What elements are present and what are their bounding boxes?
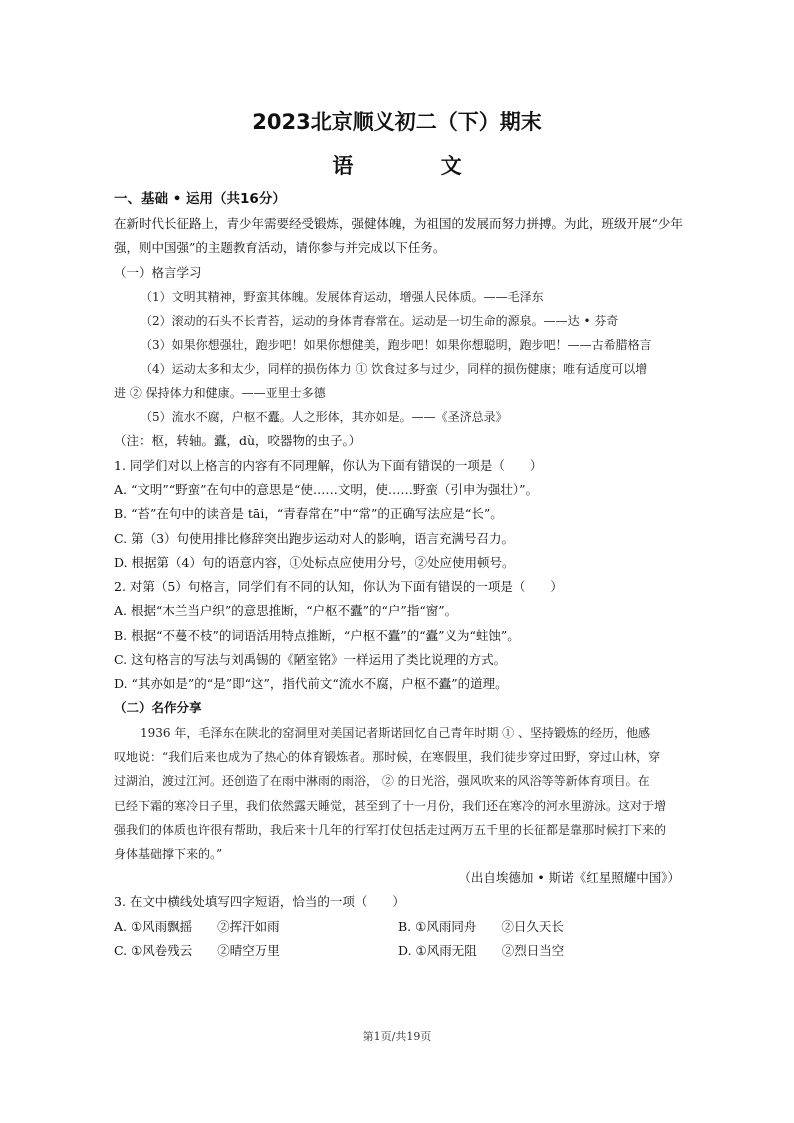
- question-2-option-d: D. “其亦如是”的“是”即“这”，指代前文“流水不腐，户枢不蠹”的道理。: [114, 676, 508, 691]
- passage-source: （出自埃德加 • 斯诺《红星照耀中国》）: [458, 870, 680, 885]
- question-3-option-d: D. ①风雨无阻 ②烈日当空: [398, 943, 565, 958]
- quote-2: （2）滚动的石头不长青苔，运动的身体青春常在。运动是一切生命的源泉。——达 • 芬奇: [140, 314, 619, 328]
- intro-line-1: 在新时代长征路上，青少年需要经受锻炼，强健体魄，为祖国的发展而努力拼搏。为此，班级开展“少年: [114, 216, 683, 231]
- question-3-option-c: C. ①风卷残云 ②晴空万里: [114, 943, 280, 958]
- subject-title: 语 文: [332, 154, 502, 178]
- quote-4: （4）运动太多和太少，同样的损伤体力 ① 饮食过多与过少，同样的损伤健康；唯有适度可以增: [140, 362, 648, 376]
- intro-line-2: 强，则中国强”的主题教育活动，请你参与并完成以下任务。: [114, 240, 446, 255]
- passage-line-6: 身体基础撑下来的。”: [114, 847, 223, 861]
- question-3-stem: 3. 在文中横线处填写四字短语，恰当的一项（ ）: [114, 894, 405, 909]
- page-title: 2023北京顺义初二（下）期末: [252, 110, 542, 134]
- part1-heading: （一）格言学习: [114, 265, 202, 280]
- question-2-option-b: B. 根据“不蔓不枝”的词语活用特点推断，“户枢不蠹”的“蠹”义为“蛀蚀”。: [114, 628, 520, 643]
- question-2-option-a: A. 根据“木兰当户织”的意思推断，“户枢不蠹”的“户”指“窗”。: [114, 603, 458, 618]
- passage-line-1: 1936 年，毛泽东在陕北的窑洞里对美国记者斯诺回忆自己青年时期 ① 、坚持锻炼的经历，他感: [140, 726, 650, 740]
- page-number: 第1页/共19页: [362, 1030, 432, 1043]
- question-2-stem: 2. 对第（5）句格言，同学们有不同的认知，你认为下面有错误的一项是（ ）: [114, 579, 563, 594]
- note: （注：枢，转轴。蠹，dù，咬器物的虫子。）: [114, 433, 362, 448]
- question-2-option-c: C. 这句格言的写法与刘禹锡的《陋室铭》一样运用了类比说理的方式。: [114, 652, 507, 667]
- passage-line-2: 叹地说：“我们后来也成为了热心的体育锻炼者。那时候，在寒假里，我们徒步穿过田野，穿过山林，穿: [114, 750, 661, 764]
- question-1-stem: 1. 同学们对以上格言的内容有不同理解，你认为下面有错误的一项是（ ）: [114, 458, 543, 473]
- question-1-option-c: C. 第（3）句使用排比修辞突出跑步运动对人的影响，语言充满号召力。: [114, 531, 515, 546]
- passage-line-4: 已经下霜的寒冷日子里，我们依然露天睡觉，甚至到了十一月份，我们还在寒冷的河水里游泳。这对于增: [114, 799, 667, 813]
- quote-5: （5）流水不腐，户枢不蠹。人之形体，其亦如是。——《圣济总录》: [140, 410, 508, 424]
- quote-1: （1）文明其精神，野蛮其体魄。发展体育运动，增强人民体质。——毛泽东: [140, 290, 544, 304]
- quote-4-continued: 进 ② 保持体力和健康。——亚里士多德: [114, 386, 326, 400]
- question-3-option-b: B. ①风雨同舟 ②日久天长: [398, 919, 564, 934]
- question-1-option-a: A. “文明”“野蛮”在句中的意思是“使……文明，使……野蛮（引申为强壮）”。: [114, 482, 539, 497]
- question-1-option-b: B. “苔”在句中的读音是 tāi，“青春常在”中“常”的正确写法应是“长”。: [114, 506, 503, 521]
- passage-line-5: 强我们的体质也许很有帮助，我后来十几年的行军打仗包括走过两万五千里的长征都是靠那时候打下来的: [114, 823, 667, 837]
- passage-line-3: 过湖泊，渡过江河。还创造了在雨中淋雨的雨浴， ② 的日光浴，强风吹来的风浴等等新体育项目。在: [114, 774, 650, 788]
- question-1-option-d: D. 根据第（4）句的语意内容，①处标点应使用分号，②处应使用顿号。: [114, 555, 515, 570]
- section-heading: 一、基础 • 运用（共16分）: [114, 191, 286, 207]
- question-3-option-a: A. ①风雨飘摇 ②挥汗如雨: [114, 919, 280, 934]
- quote-3: （3）如果你想强壮，跑步吧！如果你想健美，跑步吧！如果你想聪明，跑步吧！——古希腊格言: [140, 338, 652, 352]
- part2-heading: （二）名作分享: [114, 700, 202, 715]
